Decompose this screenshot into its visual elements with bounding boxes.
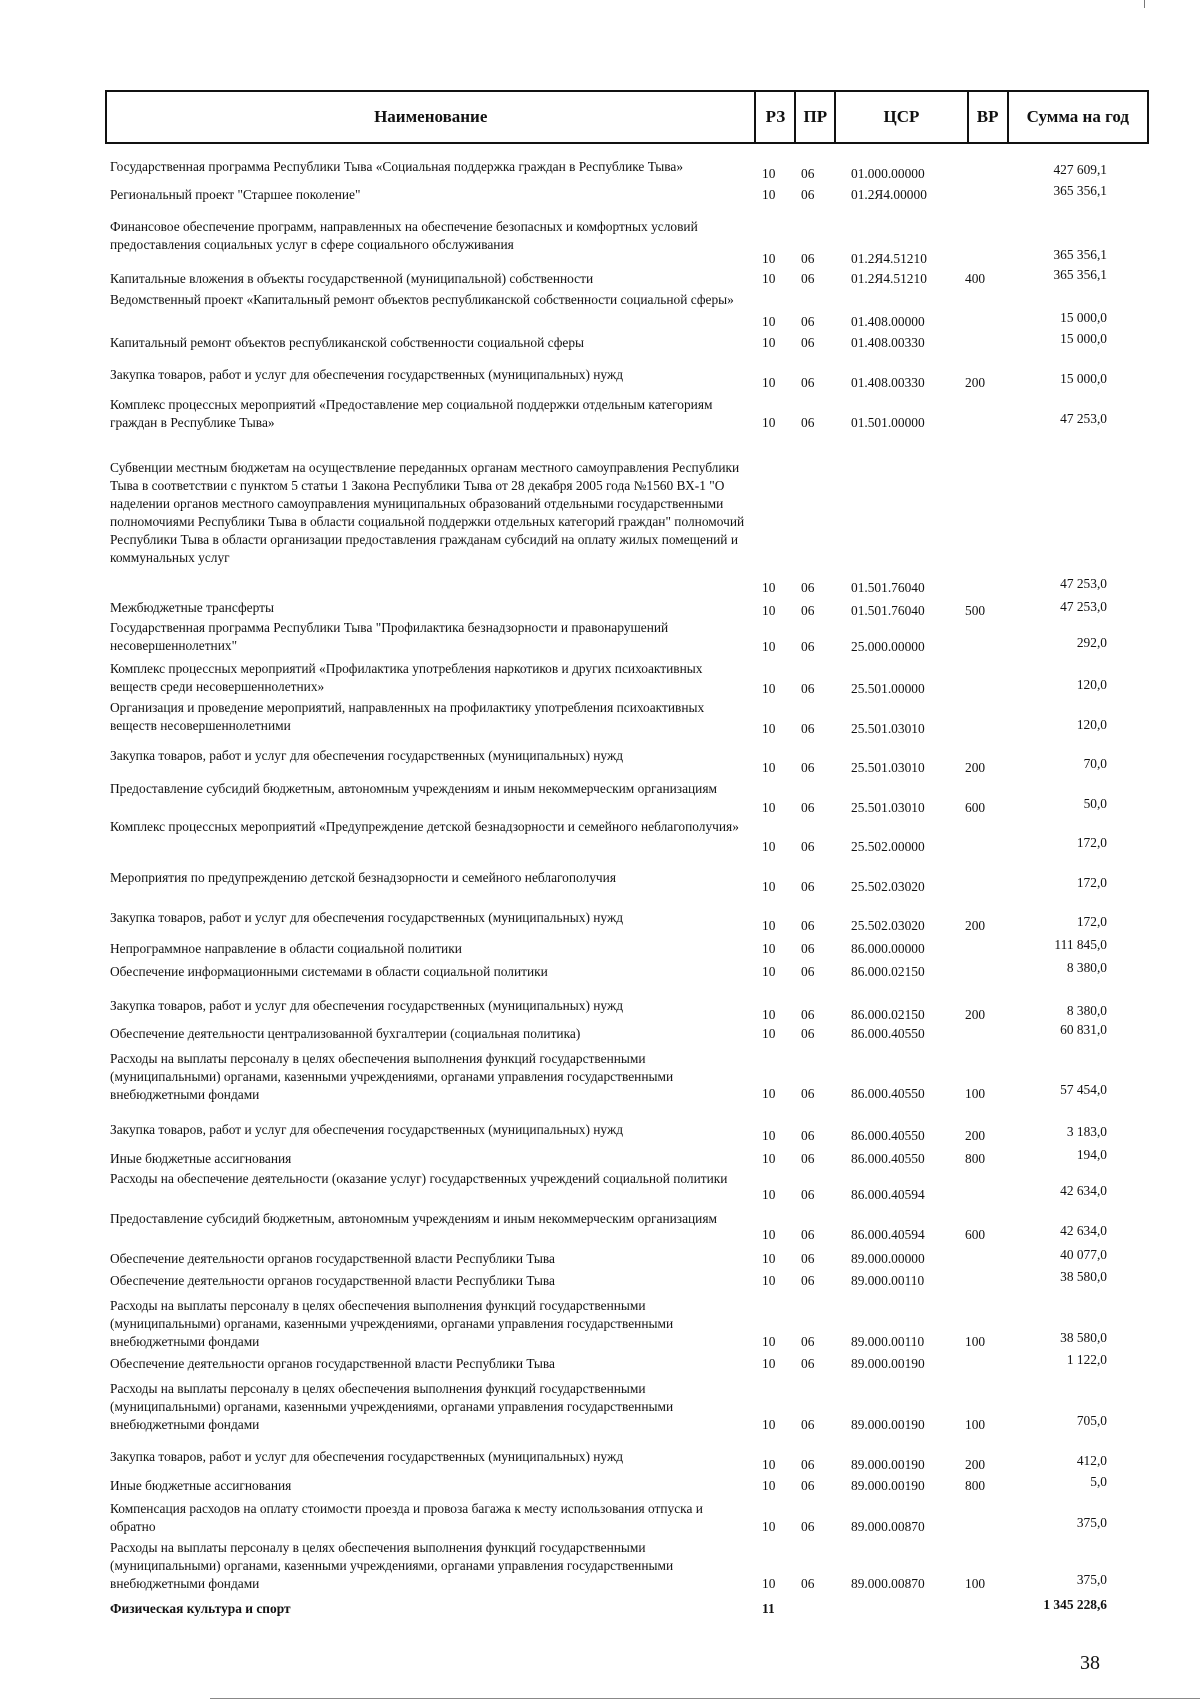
cell-pr: 06 <box>801 375 815 390</box>
cell-name: Иные бюджетные ассигнования <box>110 1478 292 1493</box>
cell-csr: 89.000.00190 <box>851 1478 925 1493</box>
cell-name: Предоставление субсидий бюджетным, автономным учреждениям и иным некоммерческим организациям <box>110 1211 717 1226</box>
cell-pr: 06 <box>801 1478 815 1493</box>
cell-vr: 800 <box>965 1478 986 1493</box>
cell-rz: 10 <box>762 879 776 894</box>
cell-sum: 365 356,1 <box>1053 183 1107 198</box>
cell-pr: 06 <box>801 1251 815 1266</box>
cell-pr: 06 <box>801 1519 815 1534</box>
cell-rz: 10 <box>762 1086 776 1101</box>
cell-pr: 06 <box>801 918 815 933</box>
cell-sum: 57 454,0 <box>1060 1082 1107 1097</box>
cell-pr: 06 <box>801 1151 815 1166</box>
cell-pr: 06 <box>801 166 815 181</box>
cell-csr: 01.2Я4.51210 <box>851 251 927 266</box>
cell-pr: 06 <box>801 1026 815 1041</box>
cell-csr: 25.501.00000 <box>851 681 925 696</box>
cell-name: Комплекс процессных мероприятий «Предоставление мер социальной поддержки отдельным категориям граждан в Республике Тыва» <box>110 397 713 430</box>
cell-pr: 06 <box>801 1417 815 1432</box>
cell-csr: 25.501.03010 <box>851 800 925 815</box>
cell-rz: 10 <box>762 314 776 329</box>
cell-rz: 10 <box>762 1457 776 1472</box>
cell-name: Закупка товаров, работ и услуг для обеспечения государственных (муниципальных) нужд <box>110 1449 624 1464</box>
cell-rz: 10 <box>762 800 776 815</box>
cell-sum: 42 634,0 <box>1060 1223 1107 1238</box>
cell-sum: 38 580,0 <box>1060 1269 1107 1284</box>
cell-name: Ведомственный проект «Капитальный ремонт объектов республиканской собственности социальной сферы» <box>110 292 734 307</box>
cell-sum: 172,0 <box>1076 875 1107 890</box>
cell-sum: 5,0 <box>1090 1474 1107 1489</box>
cell-pr: 06 <box>801 760 815 775</box>
cell-name: Расходы на выплаты персоналу в целях обеспечения выполнения функций государственными (муниципальными) органами, казенными учреждениями, органами управления государственными внебюджетными фондами <box>110 1298 674 1349</box>
cell-rz: 10 <box>762 1519 776 1534</box>
cell-csr: 86.000.00000 <box>851 941 925 956</box>
cell-rz: 10 <box>762 1273 776 1288</box>
cell-csr: 25.501.03010 <box>851 760 925 775</box>
cell-name: Закупка товаров, работ и услуг для обеспечения государственных (муниципальных) нужд <box>110 998 624 1013</box>
cell-csr: 25.502.00000 <box>851 839 925 854</box>
cell-vr: 200 <box>965 760 986 775</box>
cell-csr: 25.502.03020 <box>851 918 925 933</box>
cell-csr: 25.000.00000 <box>851 639 925 654</box>
cell-pr: 06 <box>801 271 815 286</box>
cell-sum: 120,0 <box>1076 717 1107 732</box>
cell-name: Предоставление субсидий бюджетным, автономным учреждениям и иным некоммерческим организациям <box>110 781 717 796</box>
cell-csr: 01.2Я4.51210 <box>851 271 927 286</box>
cell-sum: 172,0 <box>1076 914 1107 929</box>
cell-vr: 500 <box>965 603 986 618</box>
cell-pr: 06 <box>801 964 815 979</box>
cell-csr: 86.000.40594 <box>851 1187 925 1202</box>
cell-name: Межбюджетные трансферты <box>110 600 274 615</box>
cell-sum: 70,0 <box>1083 756 1107 771</box>
cell-sum: 40 077,0 <box>1060 1247 1107 1262</box>
cell-rz: 10 <box>762 187 776 202</box>
cell-sum: 50,0 <box>1083 796 1107 811</box>
cell-vr: 100 <box>965 1576 986 1591</box>
cell-name: Субвенции местным бюджетам на осуществление переданных органам местного самоуправления Республики Тыва в соответствии с пунктом 5 статьи 1 Закона Республики Тыва от 28 декабря 2005 года №1560 ВХ-1 "О наделении органов местного самоуправления муниципальных образований отдельными государственными полномочиями Республики Тыва в области социальной поддержки отдельных категорий граждан" полномочий Республики Тыва в области организации предоставления гражданам субсидий на оплату жилых помещений и коммунальных услуг <box>110 460 745 565</box>
cell-vr: 200 <box>965 375 986 390</box>
cell-sum: 15 000,0 <box>1060 310 1107 325</box>
cell-sum: 375,0 <box>1076 1515 1107 1530</box>
cell-pr: 06 <box>801 1086 815 1101</box>
cell-csr: 01.2Я4.00000 <box>851 187 927 202</box>
cell-csr: 86.000.40550 <box>851 1151 925 1166</box>
cell-sum: 1 345 228,6 <box>1043 1597 1107 1612</box>
cell-vr: 400 <box>965 271 986 286</box>
header-sum: Сумма на год <box>1007 92 1147 142</box>
cell-name: Обеспечение деятельности органов государственной власти Республики Тыва <box>110 1356 555 1371</box>
cell-name: Обеспечение информационными системами в области социальной политики <box>110 964 548 979</box>
cell-rz: 10 <box>762 941 776 956</box>
cell-pr: 06 <box>801 721 815 736</box>
cell-sum: 8 380,0 <box>1066 960 1107 975</box>
cell-csr: 89.000.00190 <box>851 1417 925 1432</box>
cell-name: Мероприятия по предупреждению детской безнадзорности и семейного неблагополучия <box>110 870 616 885</box>
cell-sum: 375,0 <box>1076 1572 1107 1587</box>
cell-vr: 600 <box>965 800 986 815</box>
cell-sum: 60 831,0 <box>1060 1022 1107 1037</box>
cell-csr: 86.000.40550 <box>851 1086 925 1101</box>
cell-sum: 15 000,0 <box>1060 331 1107 346</box>
cell-vr: 200 <box>965 918 986 933</box>
cell-sum: 15 000,0 <box>1060 371 1107 386</box>
cell-name: Расходы на выплаты персоналу в целях обеспечения выполнения функций государственными (муниципальными) органами, казенными учреждениями, органами управления государственными внебюджетными фондами <box>110 1540 674 1591</box>
cell-vr: 200 <box>965 1128 986 1143</box>
cell-name: Компенсация расходов на оплату стоимости проезда и провоза багажа к месту использования отпуска и обратно <box>110 1501 703 1534</box>
cell-pr: 06 <box>801 879 815 894</box>
cell-sum: 412,0 <box>1076 1453 1107 1468</box>
cell-sum: 47 253,0 <box>1060 411 1107 426</box>
cell-pr: 06 <box>801 1273 815 1288</box>
cell-csr: 86.000.40594 <box>851 1227 925 1242</box>
cell-rz: 11 <box>762 1601 775 1616</box>
cell-csr: 89.000.00870 <box>851 1576 925 1591</box>
cell-sum: 292,0 <box>1076 635 1107 650</box>
cell-csr: 86.000.02150 <box>851 1007 925 1022</box>
cell-csr: 01.501.76040 <box>851 603 925 618</box>
cell-pr: 06 <box>801 1356 815 1371</box>
cell-name: Обеспечение деятельности органов государственной власти Республики Тыва <box>110 1251 555 1266</box>
cell-vr: 100 <box>965 1086 986 1101</box>
cell-pr: 06 <box>801 639 815 654</box>
cell-rz: 10 <box>762 1151 776 1166</box>
cell-name: Капитальные вложения в объекты государственной (муниципальной) собственности <box>110 271 594 286</box>
cell-name: Комплекс процессных мероприятий «Профилактика употребления наркотиков и других психоактивных веществ среди несовершеннолетних» <box>110 661 703 694</box>
cell-pr: 06 <box>801 335 815 350</box>
cell-rz: 10 <box>762 964 776 979</box>
cell-csr: 89.000.00110 <box>851 1334 925 1349</box>
cell-name: Комплекс процессных мероприятий «Предупреждение детской безнадзорности и семейного неблагополучия» <box>110 819 739 834</box>
cell-pr: 06 <box>801 1227 815 1242</box>
cell-vr: 100 <box>965 1334 986 1349</box>
cell-name: Государственная программа Республики Тыва "Профилактика безнадзорности и правонарушений несовершеннолетних" <box>110 620 669 653</box>
cell-sum: 365 356,1 <box>1053 247 1107 262</box>
cell-csr: 01.408.00330 <box>851 335 925 350</box>
cell-name: Организация и проведение мероприятий, направленных на профилактику употребления психоактивных веществ несовершеннолетними <box>110 700 705 733</box>
cell-rz: 10 <box>762 166 776 181</box>
cell-name: Закупка товаров, работ и услуг для обеспечения государственных (муниципальных) нужд <box>110 367 624 382</box>
cell-csr: 89.000.00110 <box>851 1273 925 1288</box>
cell-csr: 25.501.03010 <box>851 721 925 736</box>
cell-name: Закупка товаров, работ и услуг для обеспечения государственных (муниципальных) нужд <box>110 1122 624 1137</box>
cell-pr: 06 <box>801 1007 815 1022</box>
cell-sum: 3 183,0 <box>1066 1124 1107 1139</box>
cell-csr: 86.000.40550 <box>851 1026 925 1041</box>
cell-rz: 10 <box>762 1128 776 1143</box>
cell-sum: 42 634,0 <box>1060 1183 1107 1198</box>
header-name: Наименование <box>374 107 488 126</box>
cell-sum: 194,0 <box>1076 1147 1107 1162</box>
cell-name: Обеспечение деятельности централизованной бухгалтерии (социальная политика) <box>110 1026 581 1041</box>
cell-rz: 10 <box>762 1417 776 1432</box>
cell-rz: 10 <box>762 335 776 350</box>
cell-rz: 10 <box>762 271 776 286</box>
cell-name: Расходы на выплаты персоналу в целях обеспечения выполнения функций государственными (муниципальными) органами, казенными учреждениями, органами управления государственными внебюджетными фондами <box>110 1381 674 1432</box>
cell-csr: 01.408.00330 <box>851 375 925 390</box>
cell-name: Расходы на выплаты персоналу в целях обеспечения выполнения функций государственными (муниципальными) органами, казенными учреждениями, органами управления государственными внебюджетными фондами <box>110 1051 674 1102</box>
cell-rz: 10 <box>762 251 776 266</box>
cell-rz: 10 <box>762 1007 776 1022</box>
cell-rz: 10 <box>762 1227 776 1242</box>
cell-pr: 06 <box>801 941 815 956</box>
cell-pr: 06 <box>801 681 815 696</box>
cell-rz: 10 <box>762 1478 776 1493</box>
cell-name: Финансовое обеспечение программ, направленных на обеспечение безопасных и комфортных условий предоставления социальных услуг в сфере социального обслуживания <box>110 219 698 252</box>
cell-vr: 200 <box>965 1007 986 1022</box>
cell-csr: 89.000.00000 <box>851 1251 925 1266</box>
cell-vr: 100 <box>965 1417 986 1432</box>
cell-rz: 10 <box>762 721 776 736</box>
cell-pr: 06 <box>801 1334 815 1349</box>
cell-rz: 10 <box>762 580 776 595</box>
cell-pr: 06 <box>801 839 815 854</box>
cell-vr: 800 <box>965 1151 986 1166</box>
cell-name: Расходы на обеспечение деятельности (оказание услуг) государственных учреждений социальной политики <box>110 1171 728 1186</box>
cell-rz: 10 <box>762 760 776 775</box>
cell-pr: 06 <box>801 1187 815 1202</box>
cell-rz: 10 <box>762 1356 776 1371</box>
cell-sum: 1 122,0 <box>1066 1352 1107 1367</box>
cell-csr: 01.408.00000 <box>851 314 925 329</box>
cell-vr: 600 <box>965 1227 986 1242</box>
cell-csr: 25.502.03020 <box>851 879 925 894</box>
cell-pr: 06 <box>801 415 815 430</box>
cell-rz: 10 <box>762 839 776 854</box>
cell-pr: 06 <box>801 1576 815 1591</box>
cell-name: Физическая культура и спорт <box>110 1601 291 1616</box>
cell-name: Государственная программа Республики Тыва «Социальная поддержка граждан в Республике Тыва» <box>110 159 684 174</box>
cell-rz: 10 <box>762 1187 776 1202</box>
cell-rz: 10 <box>762 603 776 618</box>
cell-csr: 86.000.40550 <box>851 1128 925 1143</box>
cell-sum: 705,0 <box>1076 1413 1107 1428</box>
cell-sum: 47 253,0 <box>1060 576 1107 591</box>
cell-sum: 8 380,0 <box>1066 1003 1107 1018</box>
cell-pr: 06 <box>801 1457 815 1472</box>
cell-name: Непрограммное направление в области социальной политики <box>110 941 462 956</box>
cell-csr: 01.501.00000 <box>851 415 925 430</box>
cell-name: Закупка товаров, работ и услуг для обеспечения государственных (муниципальных) нужд <box>110 748 624 763</box>
cell-name: Закупка товаров, работ и услуг для обеспечения государственных (муниципальных) нужд <box>110 910 624 925</box>
cell-rz: 10 <box>762 1026 776 1041</box>
cell-rz: 10 <box>762 639 776 654</box>
cell-pr: 06 <box>801 251 815 266</box>
cell-csr: 89.000.00190 <box>851 1356 925 1371</box>
cell-name: Обеспечение деятельности органов государственной власти Республики Тыва <box>110 1273 555 1288</box>
cell-rz: 10 <box>762 1576 776 1591</box>
header-rz: РЗ <box>754 92 794 142</box>
cell-pr: 06 <box>801 580 815 595</box>
cell-rz: 10 <box>762 1251 776 1266</box>
bottom-rule <box>210 1698 1200 1699</box>
header-vr: ВР <box>967 92 1007 142</box>
page-number: 38 <box>1080 1652 1100 1674</box>
cell-csr: 89.000.00190 <box>851 1457 925 1472</box>
header-pr: ПР <box>794 92 834 142</box>
cell-sum: 172,0 <box>1076 835 1107 850</box>
cell-rz: 10 <box>762 375 776 390</box>
cell-csr: 86.000.02150 <box>851 964 925 979</box>
cell-pr: 06 <box>801 800 815 815</box>
cell-pr: 06 <box>801 314 815 329</box>
cell-pr: 06 <box>801 187 815 202</box>
cell-rz: 10 <box>762 918 776 933</box>
cell-sum: 427 609,1 <box>1053 162 1107 177</box>
cell-csr: 01.000.00000 <box>851 166 925 181</box>
cell-rz: 10 <box>762 1334 776 1349</box>
cell-rz: 10 <box>762 681 776 696</box>
cell-sum: 120,0 <box>1076 677 1107 692</box>
cell-name: Региональный проект "Старшее поколение" <box>110 187 361 202</box>
cell-pr: 06 <box>801 1128 815 1143</box>
cell-sum: 111 845,0 <box>1054 937 1107 952</box>
cell-pr: 06 <box>801 603 815 618</box>
cell-sum: 47 253,0 <box>1060 599 1107 614</box>
cell-rz: 10 <box>762 415 776 430</box>
cell-sum: 38 580,0 <box>1060 1330 1107 1345</box>
cell-csr: 89.000.00870 <box>851 1519 925 1534</box>
cell-name: Иные бюджетные ассигнования <box>110 1151 292 1166</box>
cell-sum: 365 356,1 <box>1053 267 1107 282</box>
cell-vr: 200 <box>965 1457 986 1472</box>
header-csr: ЦСР <box>834 92 967 142</box>
cell-csr: 01.501.76040 <box>851 580 925 595</box>
cell-name: Капитальный ремонт объектов республиканской собственности социальной сферы <box>110 335 585 350</box>
